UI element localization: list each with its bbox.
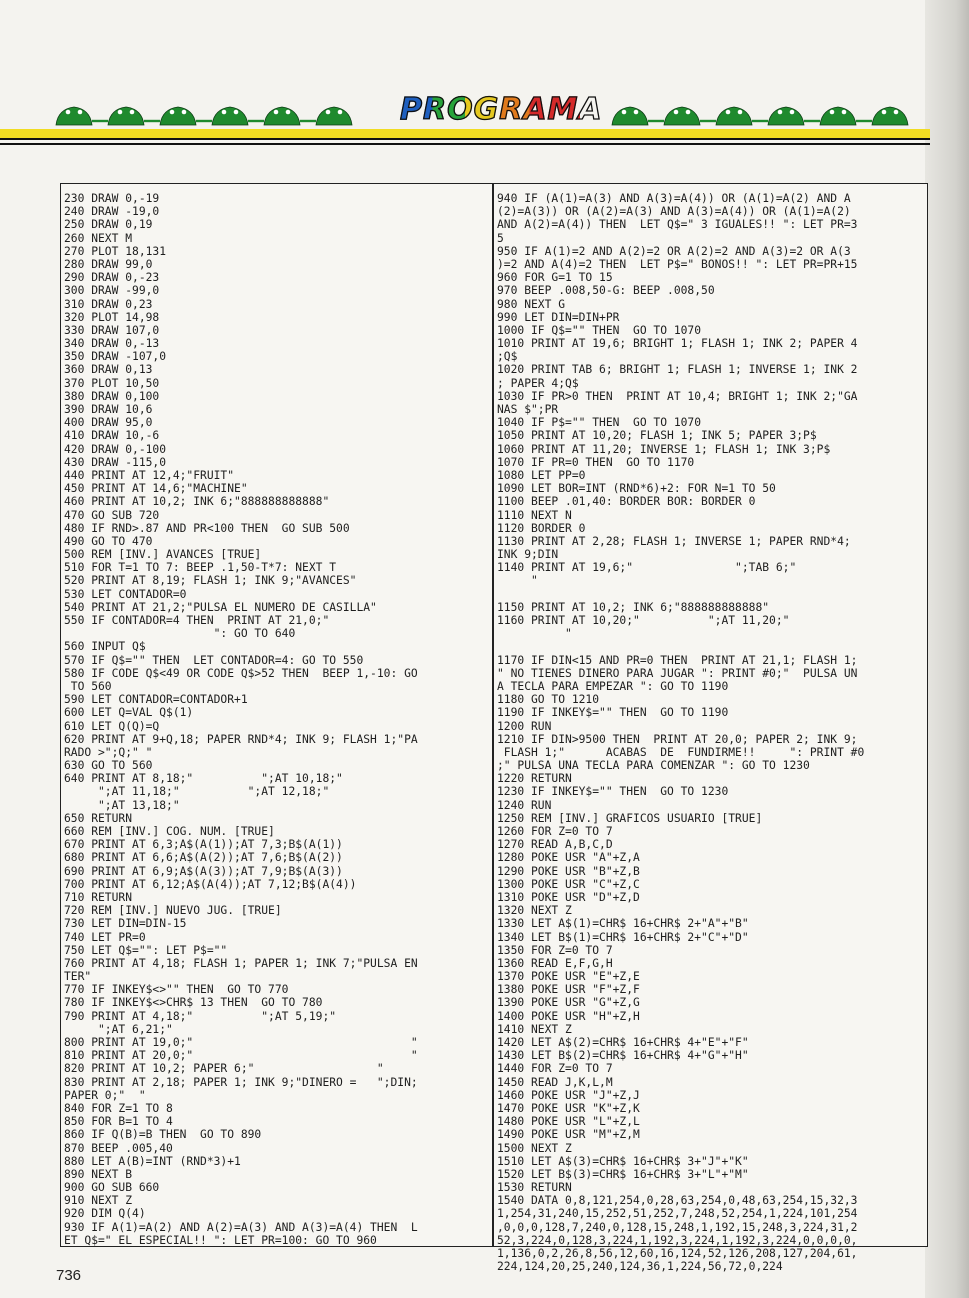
code-line: 1150 PRINT AT 10,2; INK 6;"888888888888" [497,600,770,614]
code-line: 690 PRINT AT 6,9;A$(A(3));AT 7,9;B$(A(3)) [64,864,343,878]
code-line: 1280 POKE USR "A"+Z,A [497,851,640,865]
code-line: 610 LET Q(Q)=Q [64,719,160,733]
frog-row-icon-right [608,97,918,127]
code-line: PAPER 0;" " [64,1088,146,1102]
code-line [497,588,925,601]
code-line: 750 LET Q$="": LET P$="" [64,943,228,957]
code-line: NAS $";PR [497,403,559,416]
code-line: 840 FOR Z=1 TO 8 [64,1101,173,1115]
code-line: 1410 NEXT Z [497,1022,572,1036]
code-line: 370 PLOT 10,50 [64,376,160,390]
code-line: 1350 FOR Z=0 TO 7 [497,943,613,957]
page-number: 736 [56,1267,82,1284]
code-line: 940 IF (A(1)=A(3) AND A(3)=A(4)) OR (A(1)=A(2) AND A [497,192,851,205]
code-line: 1480 POKE USR "L"+Z,L [497,1115,640,1129]
code-line: 1,136,0,2,26,8,56,12,60,16,124,52,126,208,127,204,61, [497,1247,858,1260]
code-line: 970 BEEP .008,50-G: BEEP .008,50 [497,284,715,298]
code-line: 1430 LET B$(2)=CHR$ 16+CHR$ 4+"G"+"H" [497,1049,749,1063]
code-line: 440 PRINT AT 12,4;"FRUIT" [64,468,235,482]
code-line: ";AT 13,18;" [64,798,180,812]
code-line: 720 REM [INV.] NUEVO JUG. [TRUE] [64,904,282,918]
code-line: 1260 FOR Z=0 TO 7 [497,825,613,838]
code-line: 1190 IF INKEY$="" THEN GO TO 1190 [497,706,729,720]
code-line: 1300 POKE USR "C"+Z,C [497,877,640,891]
code-line: 250 DRAW 0,19 [64,218,153,232]
code-line: 1110 NEXT N [497,508,572,522]
code-line: 1130 PRINT AT 2,28; FLASH 1; INVERSE 1; PAPER RND*4; [497,534,851,548]
code-line: 1390 POKE USR "G"+Z,G [497,996,640,1010]
code-line: 930 IF A(1)=A(2) AND A(2)=A(3) AND A(3)=A(4) THEN L [64,1220,418,1234]
code-line: 710 RETURN [64,890,133,904]
listing-right-column [497,192,925,1273]
code-line: 880 LET A(B)=INT (RND*3)+1 [64,1154,241,1168]
code-line: ; PAPER 4;Q$ [497,376,579,390]
code-line: 600 LET Q=VAL Q$(1) [64,706,194,720]
code-line: 330 DRAW 107,0 [64,323,160,337]
code-line: 590 LET CONTADOR=CONTADOR+1 [64,693,248,707]
section-title: PROGRAMA [400,92,603,127]
code-line: 910 NEXT Z [64,1194,133,1208]
code-line: 1250 REM [INV.] GRAFICOS USUARIO [TRUE] [497,811,763,825]
code-line: 1340 LET B$(1)=CHR$ 16+CHR$ 2+"C"+"D" [497,930,749,944]
code-line: 1420 LET A$(2)=CHR$ 16+CHR$ 4+"E"+"F" [497,1036,749,1049]
code-line: TER" [64,970,92,984]
code-line: 1330 LET A$(1)=CHR$ 16+CHR$ 2+"A"+"B" [497,917,749,931]
code-line: 410 DRAW 10,-6 [64,429,160,443]
header-rule-yellow [0,129,930,138]
code-line: 740 LET PR=0 [64,930,146,944]
code-line: 1440 FOR Z=0 TO 7 [497,1062,613,1076]
code-line: 1140 PRINT AT 19,6;" ";TAB 6;" [497,561,797,575]
code-line: TO 560 [64,679,112,693]
code-line: 1000 IF Q$="" THEN GO TO 1070 [497,323,702,337]
code-line: 760 PRINT AT 4,18; FLASH 1; PAPER 1; INK 7;"PULSA EN [64,956,418,970]
code-line: 1070 IF PR=0 THEN GO TO 1170 [497,455,695,469]
code-line: 580 IF CODE Q$<49 OR CODE Q$>52 THEN BEEP 1,-10: GO [64,666,418,680]
code-line: 1380 POKE USR "F"+Z,F [497,983,640,997]
code-line: 1400 POKE USR "H"+Z,H [497,1009,640,1023]
code-line: 1320 NEXT Z [497,904,572,918]
code-line: 52,3,224,0,128,3,224,1,192,3,224,1,192,3,224,0,0,0,0, [497,1233,858,1247]
code-line: 680 PRINT AT 6,6;A$(A(2));AT 7,6;B$(A(2)) [64,851,343,865]
code-line: 1510 LET A$(3)=CHR$ 16+CHR$ 3+"J"+"K" [497,1154,749,1168]
code-line: 1500 NEXT Z [497,1141,572,1155]
code-line: 660 REM [INV.] COG. NUM. [TRUE] [64,825,275,838]
code-line: 790 PRINT AT 4,18;" ";AT 5,19;" [64,1009,337,1023]
code-line: 810 PRINT AT 20,0;" " [64,1049,418,1063]
code-line: ;" PULSA UNA TECLA PARA COMENZAR ": GO TO 1230 [497,759,810,773]
code-line: 800 PRINT AT 19,0;" " [64,1036,418,1049]
code-line: 500 REM [INV.] AVANCES [TRUE] [64,548,262,562]
code-line: 1490 POKE USR "M"+Z,M [497,1128,640,1142]
code-line: ": GO TO 640 [64,627,296,641]
code-line: 1230 IF INKEY$="" THEN GO TO 1230 [497,785,729,799]
code-line: 1060 PRINT AT 11,20; INVERSE 1; FLASH 1; INK 3;P$ [497,442,831,456]
code-line: 480 IF RND>.87 AND PR<100 THEN GO SUB 500 [64,521,350,535]
code-line: 1160 PRINT AT 10,20;" ";AT 11,20;" [497,614,790,627]
column-divider [492,183,494,1247]
code-line: 1120 BORDER 0 [497,521,586,535]
code-line: 1360 READ E,F,G,H [497,956,613,970]
code-line: 900 GO SUB 660 [64,1181,160,1195]
frog-row-icon [52,97,364,127]
code-line: ET Q$=" EL ESPECIAL!! ": LET PR=100: GO TO 960 [64,1233,377,1247]
code-line: 1520 LET B$(3)=CHR$ 16+CHR$ 3+"L"+"M" [497,1167,749,1181]
code-line: 1270 READ A,B,C,D [497,838,613,852]
code-line: 700 PRINT AT 6,12;A$(A(4));AT 7,12;B$(A(4)) [64,877,357,891]
code-line: 1180 GO TO 1210 [497,693,600,707]
code-line: 960 FOR G=1 TO 15 [497,271,613,285]
code-line: ,0,0,0,128,7,240,0,128,15,248,1,192,15,248,3,224,31,2 [497,1220,858,1234]
code-line: (2)=A(3)) OR (A(2)=A(3) AND A(3)=A(4)) OR (A(1)=A(2) [497,205,851,219]
code-line: 400 DRAW 95,0 [64,416,153,430]
code-line: 540 PRINT AT 21,2;"PULSA EL NUMERO DE CASILLA" [64,600,377,614]
listing-left-column [64,192,488,1247]
code-line: " [497,627,572,641]
code-line: 320 PLOT 14,98 [64,310,160,324]
code-line: 1460 POKE USR "J"+Z,J [497,1088,640,1102]
code-line: 920 DIM Q(4) [64,1207,146,1221]
code-line: 490 GO TO 470 [64,534,153,548]
code-line: 830 PRINT AT 2,18; PAPER 1; INK 9;"DINERO = ";DIN; [64,1075,418,1089]
code-line: 380 DRAW 0,100 [64,389,160,403]
code-line: 1370 POKE USR "E"+Z,E [497,970,640,984]
code-line: 1240 RUN [497,798,552,812]
code-line: 360 DRAW 0,13 [64,363,153,377]
code-line: 230 DRAW 0,-19 [64,192,160,205]
code-line: 460 PRINT AT 10,2; INK 6;"888888888888" [64,495,330,509]
code-line: 1040 IF P$="" THEN GO TO 1070 [497,416,702,430]
code-line: 530 LET CONTADOR=0 [64,587,187,601]
code-line: 1020 PRINT TAB 6; BRIGHT 1; FLASH 1; INVERSE 1; INK 2 [497,363,858,377]
code-line: ";AT 6,21;" [64,1022,173,1036]
code-line: A TECLA PARA EMPEZAR ": GO TO 1190 [497,679,729,693]
code-line: 350 DRAW -107,0 [64,350,167,364]
code-line: 5 [497,231,504,245]
code-line: ";AT 11,18;" ";AT 12,18;" [64,785,330,799]
code-line: 650 RETURN [64,811,133,825]
code-line: 1010 PRINT AT 19,6; BRIGHT 1; FLASH 1; INK 2; PAPER 4 [497,337,858,351]
header-rule [0,143,930,145]
code-line: RADO >";Q;" " [64,745,153,759]
code-line: 430 DRAW -115,0 [64,455,167,469]
code-line [497,640,925,653]
code-line: 620 PRINT AT 9+Q,18; PAPER RND*4; INK 9; FLASH 1;"PA [64,732,418,746]
code-line: 280 DRAW 99,0 [64,257,153,271]
header-rule [0,138,930,140]
code-line: 520 PRINT AT 8,19; FLASH 1; INK 9;"AVANCES" [64,574,357,588]
code-line: 340 DRAW 0,-13 [64,337,160,351]
code-line: 870 BEEP .005,40 [64,1141,173,1155]
code-line: 260 NEXT M [64,231,133,245]
code-line: 420 DRAW 0,-100 [64,442,167,456]
code-line: )=2 AND A(4)=2 THEN LET P$=" BONOS!! ": LET PR=PR+15 [497,257,858,271]
code-line: 1090 LET BOR=INT (RND*6)+2: FOR N=1 TO 50 [497,482,776,496]
code-line: 450 PRINT AT 14,6;"MACHINE" [64,482,248,496]
code-line: 560 INPUT Q$ [64,640,146,654]
code-line: ;Q$ [497,350,518,364]
code-line: AND A(2)=A(4)) THEN LET Q$=" 3 IGUALES!! ": LET PR=3 [497,218,858,232]
code-line: 770 IF INKEY$<>"" THEN GO TO 770 [64,983,289,997]
code-line: 1050 PRINT AT 10,20; FLASH 1; INK 5; PAPER 3;P$ [497,429,817,443]
code-line: 780 IF INKEY$<>CHR$ 13 THEN GO TO 780 [64,996,323,1010]
code-line: 1210 IF DIN>9500 THEN PRINT AT 20,0; PAPER 2; INK 9; [497,732,858,746]
code-line: 730 LET DIN=DIN-15 [64,917,187,931]
code-line: 850 FOR B=1 TO 4 [64,1115,173,1129]
code-line: 270 PLOT 18,131 [64,244,167,258]
code-line: 570 IF Q$="" THEN LET CONTADOR=4: GO TO 550 [64,653,364,667]
page-edge [925,0,969,1298]
code-line: 470 GO SUB 720 [64,508,160,522]
code-line: 1290 POKE USR "B"+Z,B [497,864,640,878]
code-line: 510 FOR T=1 TO 7: BEEP .1,50-T*7: NEXT T [64,561,337,575]
code-line: 1540 DATA 0,8,121,254,0,28,63,254,0,48,63,254,15,32,3 [497,1194,858,1208]
code-line: 630 GO TO 560 [64,759,153,773]
code-line: 1030 IF PR>0 THEN PRINT AT 10,4; BRIGHT 1; INK 2;"GA [497,389,858,403]
code-line: 1470 POKE USR "K"+Z,K [497,1101,640,1115]
code-line: 950 IF A(1)=2 AND A(2)=2 OR A(2)=2 AND A(3)=2 OR A(3 [497,244,851,258]
code-line: 860 IF Q(B)=B THEN GO TO 890 [64,1128,262,1142]
code-line: " [497,574,538,588]
code-line: 390 DRAW 10,6 [64,403,153,416]
code-line: 890 NEXT B [64,1167,133,1181]
code-line: 310 DRAW 0,23 [64,297,153,311]
code-line: 1080 LET PP=0 [497,468,586,482]
code-line: 990 LET DIN=DIN+PR [497,310,620,324]
code-line: 1100 BEEP .01,40: BORDER BOR: BORDER 0 [497,495,756,509]
code-line: 1530 RETURN [497,1181,572,1195]
code-line: FLASH 1;" ACABAS DE FUNDIRME!! ": PRINT #0 [497,745,865,759]
code-line: 1450 READ J,K,L,M [497,1075,613,1089]
code-line: INK 9;DIN [497,548,559,562]
code-line: 1170 IF DIN<15 AND PR=0 THEN PRINT AT 21,1; FLASH 1; [497,653,858,667]
code-line: 1,254,31,240,15,252,51,252,7,248,52,254,1,224,101,254 [497,1207,858,1221]
code-line: 224,124,20,25,240,124,36,1,224,56,72,0,224 [497,1260,783,1274]
code-line: 980 NEXT G [497,297,566,311]
code-line: 290 DRAW 0,-23 [64,271,160,285]
code-line: 1200 RUN [497,719,552,733]
code-line: 1220 RETURN [497,772,572,786]
code-line: 240 DRAW -19,0 [64,205,160,219]
code-line: 820 PRINT AT 10,2; PAPER 6;" " [64,1062,384,1076]
code-line: " NO TIENES DINERO PARA JUGAR ": PRINT #0;" PULSA UN [497,666,858,680]
code-line: 670 PRINT AT 6,3;A$(A(1));AT 7,3;B$(A(1)) [64,838,343,852]
code-line: 640 PRINT AT 8,18;" ";AT 10,18;" [64,772,343,786]
code-line: 550 IF CONTADOR=4 THEN PRINT AT 21,0;" [64,614,330,627]
code-line: 1310 POKE USR "D"+Z,D [497,890,640,904]
code-line: 300 DRAW -99,0 [64,284,160,298]
